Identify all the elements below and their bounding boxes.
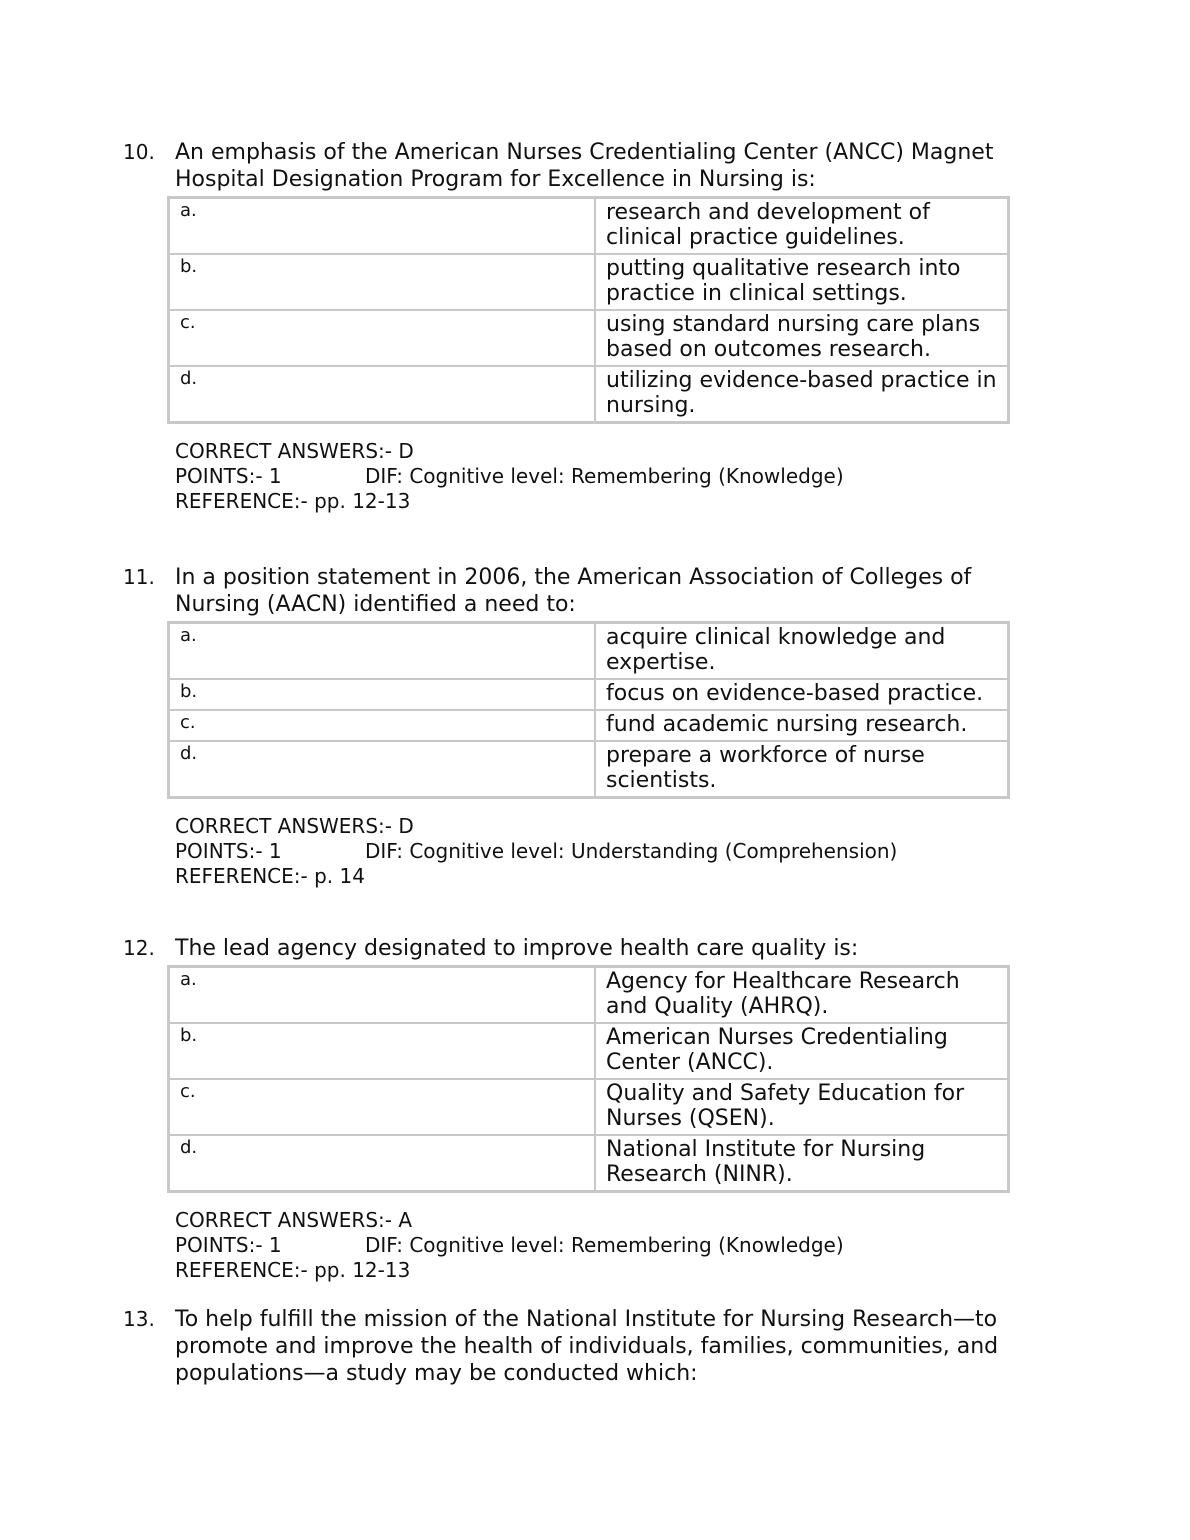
option-letter: d. xyxy=(169,1135,596,1192)
question-12 xyxy=(0,935,1190,1283)
option-text: Quality and Safety Education for Nurses (QSEN). xyxy=(595,1079,1009,1135)
option-row xyxy=(169,1023,1009,1079)
answer-metadata xyxy=(175,439,1190,514)
option-text: acquire clinical knowledge and expertise. xyxy=(595,623,1009,680)
question-13 xyxy=(0,1306,1190,1387)
options-table xyxy=(167,965,1010,1193)
difficulty: DIF: Cognitive level: Understanding (Comprehension) xyxy=(365,839,898,863)
question-10 xyxy=(0,139,1190,514)
option-row xyxy=(169,967,1009,1024)
option-letter: b. xyxy=(169,679,596,710)
options-table xyxy=(167,196,1010,424)
question-header xyxy=(0,564,1005,618)
option-text: research and development of clinical practice guidelines. xyxy=(595,198,1009,255)
option-row xyxy=(169,1079,1009,1135)
question-number: 11. xyxy=(123,565,155,589)
option-letter: d. xyxy=(169,366,596,423)
points-line xyxy=(175,839,1190,864)
option-text: using standard nursing care plans based on outcomes research. xyxy=(595,310,1009,366)
option-letter: a. xyxy=(169,623,596,680)
answer-metadata xyxy=(175,814,1190,889)
option-row xyxy=(169,198,1009,255)
question-stem: The lead agency designated to improve health care quality is: xyxy=(175,936,859,961)
option-letter: b. xyxy=(169,1023,596,1079)
reference: REFERENCE:- p. 14 xyxy=(175,864,365,888)
option-row xyxy=(169,710,1009,741)
options-table xyxy=(167,621,1010,799)
option-row xyxy=(169,254,1009,310)
option-row xyxy=(169,741,1009,798)
option-row xyxy=(169,366,1009,423)
option-letter: c. xyxy=(169,310,596,366)
points-line xyxy=(175,1233,1190,1258)
reference: REFERENCE:- pp. 12-13 xyxy=(175,489,411,513)
question-stem: To help fulfill the mission of the National Institute for Nursing Research—to promote and improve the health of individuals, families, communities, and populations—a study may be conducted which: xyxy=(175,1307,999,1386)
question-11 xyxy=(0,564,1190,889)
option-row xyxy=(169,679,1009,710)
option-row xyxy=(169,623,1009,680)
option-text: fund academic nursing research. xyxy=(595,710,1009,741)
difficulty: DIF: Cognitive level: Remembering (Knowledge) xyxy=(365,464,844,488)
reference: REFERENCE:- pp. 12-13 xyxy=(175,1258,411,1282)
question-number: 10. xyxy=(123,140,155,164)
question-header xyxy=(0,935,1005,962)
option-text: Agency for Healthcare Research and Quality (AHRQ). xyxy=(595,967,1009,1024)
option-row xyxy=(169,310,1009,366)
option-text: putting qualitative research into practice in clinical settings. xyxy=(595,254,1009,310)
question-number: 12. xyxy=(123,936,155,960)
option-letter: d. xyxy=(169,741,596,798)
option-text: focus on evidence-based practice. xyxy=(595,679,1009,710)
correct-answer: CORRECT ANSWERS:- D xyxy=(175,439,414,463)
points: POINTS:- 1 xyxy=(175,839,282,863)
option-text: utilizing evidence-based practice in nursing. xyxy=(595,366,1009,423)
answer-metadata xyxy=(175,1208,1190,1283)
correct-answer: CORRECT ANSWERS:- A xyxy=(175,1208,413,1232)
question-header xyxy=(0,139,1005,193)
question-stem: An emphasis of the American Nurses Credentialing Center (ANCC) Magnet Hospital Designation Program for Excellence in Nursing is: xyxy=(175,140,994,192)
difficulty: DIF: Cognitive level: Remembering (Knowledge) xyxy=(365,1233,844,1257)
option-letter: c. xyxy=(169,710,596,741)
question-number: 13. xyxy=(123,1307,155,1331)
points-line xyxy=(175,464,1190,489)
option-text: American Nurses Credentialing Center (ANCC). xyxy=(595,1023,1009,1079)
option-row xyxy=(169,1135,1009,1192)
question-stem: In a position statement in 2006, the American Association of Colleges of Nursing (AACN) identified a need to: xyxy=(175,565,972,617)
question-header xyxy=(0,1306,1005,1387)
option-text: National Institute for Nursing Research (NINR). xyxy=(595,1135,1009,1192)
points: POINTS:- 1 xyxy=(175,464,282,488)
option-letter: a. xyxy=(169,967,596,1024)
correct-answer: CORRECT ANSWERS:- D xyxy=(175,814,414,838)
option-text: prepare a workforce of nurse scientists. xyxy=(595,741,1009,798)
points: POINTS:- 1 xyxy=(175,1233,282,1257)
option-letter: c. xyxy=(169,1079,596,1135)
option-letter: b. xyxy=(169,254,596,310)
option-letter: a. xyxy=(169,198,596,255)
